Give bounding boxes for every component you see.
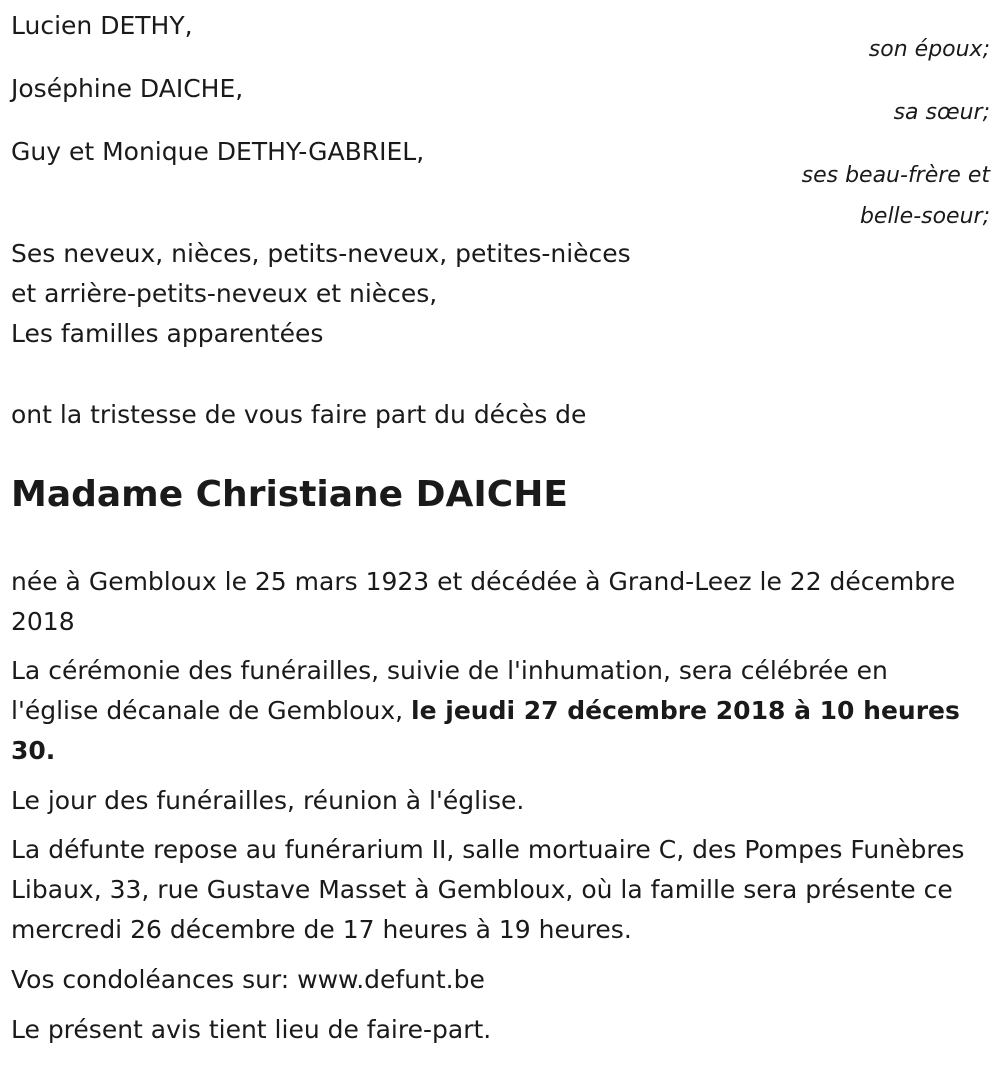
relatives-line-1: Ses neveux, nièces, petits-neveux, petites-nièces	[11, 239, 631, 268]
relatives-line-2: et arrière-petits-neveux et nièces,	[11, 279, 438, 308]
deceased-name: Madame Christiane DAICHE	[11, 474, 568, 515]
family-member-name-2: Joséphine DAICHE,	[11, 74, 244, 103]
birth-death-text: née à Gembloux le 25 mars 1923 et décédée à Grand-Leez le 22 décembre 2018	[11, 567, 956, 636]
ceremony-text-regular: La cérémonie des funérailles, suivie de l'inhumation, sera célébrée en l'église décanale de Gembloux,	[11, 656, 888, 725]
notice-text: Le présent avis tient lieu de faire-part.	[11, 1015, 492, 1044]
relatives-block	[11, 234, 990, 354]
family-member-relation-3-line1: ses beau-frère et	[801, 163, 990, 188]
relatives-line-3: Les familles apparentées	[11, 319, 324, 348]
condolences-text: Vos condoléances sur: www.defunt.be	[11, 965, 485, 994]
family-member-relation-2: sa sœur;	[893, 100, 990, 125]
repose-text: La défunte repose au funérarium II, salle mortuaire C, des Pompes Funèbres Libaux, 33, rue Gustave Masset à Gembloux, où la famille sera présente ce mercredi 26 décembre de 17 heures à 19 heures.	[11, 835, 965, 944]
ceremony-text	[11, 651, 971, 771]
reunion-text: Le jour des funérailles, réunion à l'église.	[11, 786, 525, 815]
family-member-relation-1: son époux;	[868, 37, 990, 62]
ceremony-date-time: le jeudi 27 décembre 2018 à 10 heures 30.	[11, 696, 960, 765]
announcement-text: ont la tristesse de vous faire part du décès de	[11, 400, 587, 429]
family-member-relation-3-line2: belle-soeur;	[859, 204, 990, 229]
family-member-name-1: Lucien DETHY,	[11, 11, 193, 40]
family-member-name-3: Guy et Monique DETHY-GABRIEL,	[11, 137, 425, 166]
